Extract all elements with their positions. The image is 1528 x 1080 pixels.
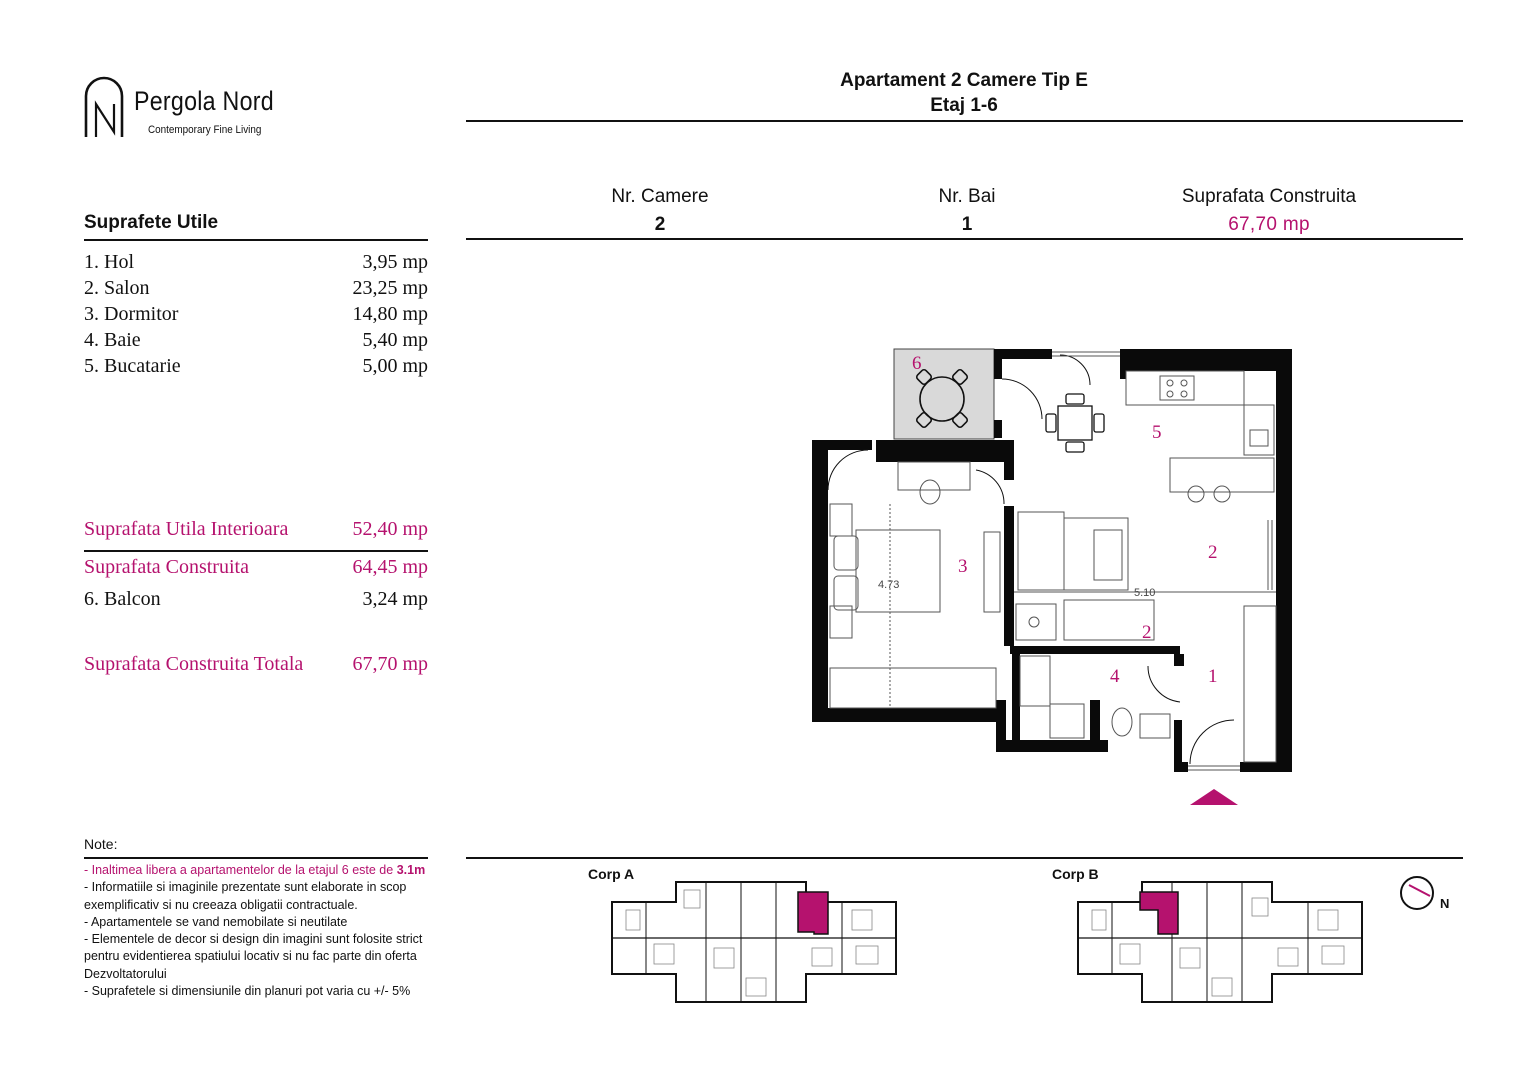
stat-built-label: Suprafata Construita bbox=[1181, 186, 1357, 207]
note-item: - Apartamentele se vand nemobilate si neutilate bbox=[84, 914, 348, 929]
north-label: N bbox=[1440, 896, 1450, 911]
bedroom-furniture bbox=[830, 462, 1000, 708]
brand-name: Pergola Nord bbox=[134, 86, 274, 116]
corp-a-site-plan bbox=[606, 878, 902, 1010]
room-area: 3,95 mp bbox=[362, 251, 428, 273]
room-row bbox=[84, 277, 428, 300]
room-area: 5,40 mp bbox=[362, 329, 428, 351]
room-area: 5,00 mp bbox=[362, 355, 428, 377]
room-name: 5. Bucatarie bbox=[84, 355, 181, 377]
room-row bbox=[84, 303, 428, 326]
total-area-label: Suprafata Construita Totala bbox=[84, 653, 304, 675]
room-name: 2. Salon bbox=[84, 277, 150, 299]
balcony-area-label: 6. Balcon bbox=[84, 588, 161, 610]
note-item: - Informatiile si imaginile prezentate sunt elaborate in scop exemplificativ si nu creeaza obligatii contractuale. bbox=[84, 880, 407, 912]
built-area-value: 64,45 mp bbox=[352, 556, 428, 578]
interior-area-label: Suprafata Utila Interioara bbox=[84, 518, 289, 540]
stat-rooms-label: Nr. Camere bbox=[611, 186, 709, 207]
total-area-row bbox=[84, 653, 428, 676]
note-highlight-value: 3.1m bbox=[396, 863, 426, 877]
notes-divider bbox=[84, 857, 428, 859]
interior-area-value: 52,40 mp bbox=[352, 518, 428, 540]
corp-a-label: Corp A bbox=[588, 866, 635, 882]
kitchen-counter bbox=[1126, 371, 1274, 502]
header-divider bbox=[466, 120, 1463, 122]
floor-subtitle: Etaj 1-6 bbox=[930, 95, 998, 116]
dining-table-icon bbox=[1046, 394, 1104, 452]
apartment-title: Apartament 2 Camere Tip E bbox=[840, 70, 1088, 91]
corp-b-label: Corp B bbox=[1052, 866, 1099, 882]
room-name: 4. Baie bbox=[84, 329, 141, 351]
stat-built-value: 67,70 mp bbox=[1228, 214, 1310, 235]
room-row bbox=[84, 251, 428, 274]
site-plan-divider bbox=[466, 857, 1463, 859]
built-area-label: Suprafata Construita bbox=[84, 556, 249, 578]
balcony-area-value: 3,24 mp bbox=[362, 588, 428, 610]
areas-divider bbox=[84, 239, 428, 241]
balcony-area-row bbox=[84, 588, 428, 611]
room-name: 3. Dormitor bbox=[84, 303, 179, 325]
windows bbox=[1052, 352, 1272, 770]
room-row bbox=[84, 355, 428, 378]
room-area: 23,25 mp bbox=[352, 277, 428, 299]
notes-title: Note: bbox=[84, 836, 118, 852]
room-area: 14,80 mp bbox=[352, 303, 428, 325]
entrance-marker-icon bbox=[1190, 789, 1238, 805]
floor-plan bbox=[800, 340, 1310, 810]
stat-baths-label: Nr. Bai bbox=[938, 186, 996, 207]
stat-baths-value: 1 bbox=[961, 214, 973, 235]
note-item: - Elementele de decor si design din imagini sunt folosite strict pentru evidentierea spatiului locativ si nu fac parte din oferta Dezvoltatorului bbox=[84, 932, 423, 981]
areas-title: Suprafete Utile bbox=[84, 212, 219, 233]
note-item: - Suprafetele si dimensiunile din planuri pot varia cu +/- 5% bbox=[84, 984, 411, 999]
logo-icon bbox=[84, 74, 124, 138]
room-number: 5 bbox=[1152, 422, 1162, 443]
corp-b-site-plan bbox=[1072, 878, 1368, 1010]
total-area-value: 67,70 mp bbox=[352, 653, 428, 675]
room-number: 2 bbox=[1208, 542, 1218, 563]
room-number: 6 bbox=[912, 353, 922, 374]
stats-divider bbox=[466, 238, 1463, 240]
dimension-label: 4.73 bbox=[878, 579, 900, 591]
balcony-area bbox=[894, 349, 994, 439]
note-highlight bbox=[84, 862, 436, 879]
room-name: 1. Hol bbox=[84, 251, 134, 273]
dimension-label: 5.10 bbox=[1134, 587, 1156, 599]
stat-rooms-value: 2 bbox=[654, 214, 666, 235]
room-row bbox=[84, 329, 428, 352]
room-number: 4 bbox=[1110, 666, 1120, 687]
walls bbox=[812, 349, 1292, 772]
brand-tagline: Contemporary Fine Living bbox=[148, 124, 262, 136]
note-highlight-text: - Inaltimea libera a apartamentelor de la etajul 6 este de bbox=[84, 863, 397, 877]
notes-list bbox=[84, 862, 436, 1000]
room-number: 3 bbox=[958, 556, 968, 577]
built-area-row bbox=[84, 556, 428, 579]
door-swings bbox=[828, 355, 1234, 764]
room-number: 1 bbox=[1208, 666, 1218, 687]
interior-area-row bbox=[84, 518, 428, 541]
sum-divider bbox=[84, 550, 428, 552]
room-number: 2 bbox=[1142, 622, 1152, 643]
